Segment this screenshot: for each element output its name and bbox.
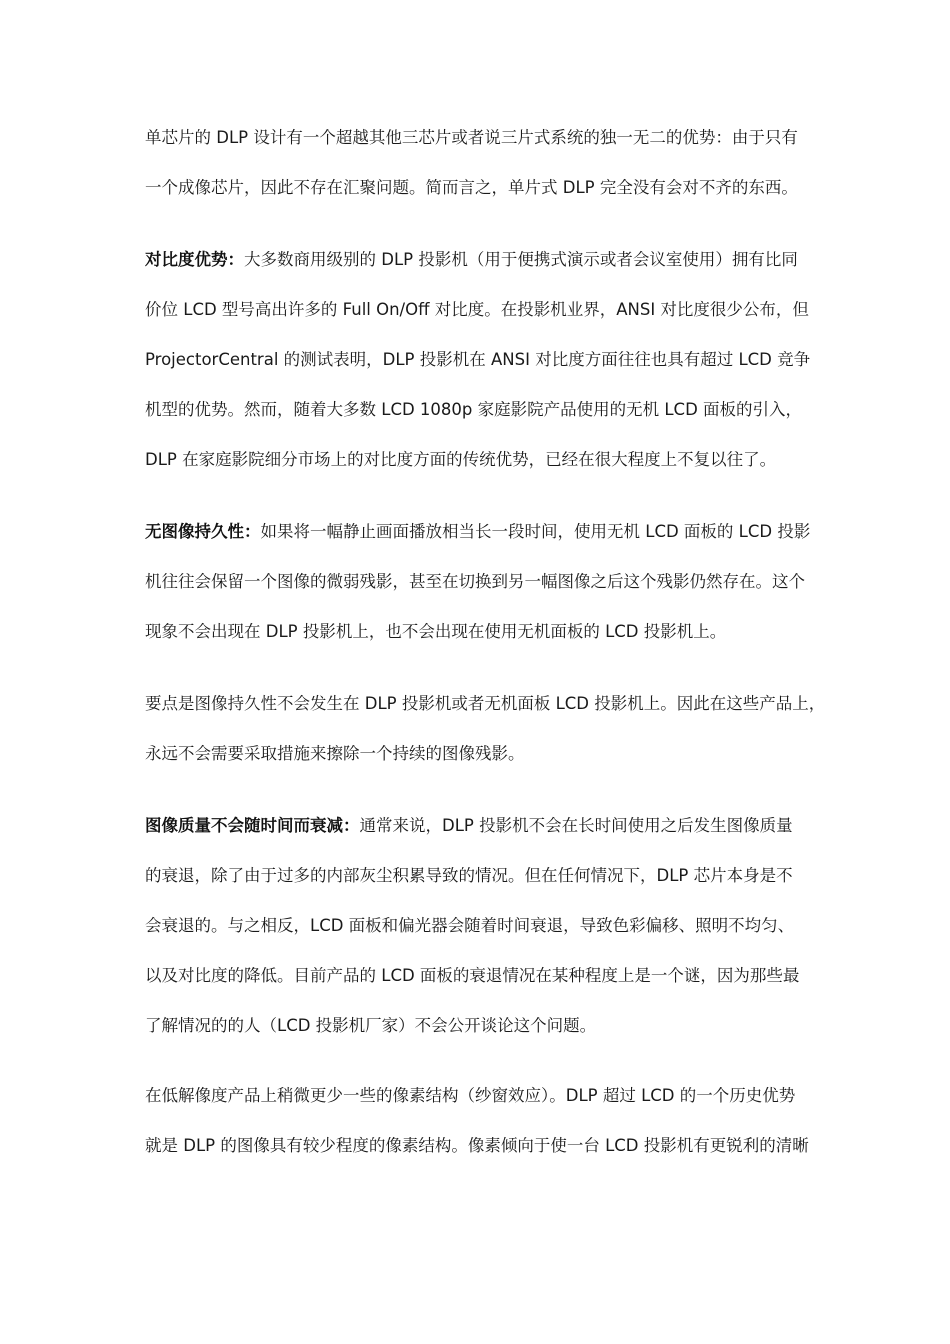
paragraph-line bbox=[145, 620, 825, 644]
body-text: 就是 DLP 的图像具有较少程度的像素结构。像素倾向于使一台 LCD 投影机有更锐利的清晰 bbox=[145, 1136, 809, 1155]
body-text: 了解情况的的人（LCD 投影机厂家）不会公开谈论这个问题。 bbox=[145, 1016, 597, 1035]
body-text: 要点是图像持久性不会发生在 DLP 投影机或者无机面板 LCD 投影机上。因此在这些产品上， bbox=[145, 694, 825, 713]
paragraph-line bbox=[145, 126, 825, 150]
paragraph-line bbox=[145, 348, 825, 372]
paragraph-line bbox=[145, 248, 825, 272]
body-text: 机往往会保留一个图像的微弱残影，甚至在切换到另一幅图像之后这个残影仍然存在。这个 bbox=[145, 572, 805, 591]
body-text: 机型的优势。然而，随着大多数 LCD 1080p 家庭影院产品使用的无机 LCD 面板的引入， bbox=[145, 400, 803, 419]
paragraph-line bbox=[145, 1134, 825, 1158]
paragraph-line bbox=[145, 398, 825, 422]
body-text: ProjectorCentral 的测试表明，DLP 投影机在 ANSI 对比度方面往往也具有超过 LCD 竞争 bbox=[145, 350, 811, 369]
paragraph-line bbox=[145, 1014, 825, 1038]
paragraph-line bbox=[145, 692, 825, 716]
body-text: 以及对比度的降低。目前产品的 LCD 面板的衰退情况在某种程度上是一个谜，因为那些最 bbox=[145, 966, 800, 985]
section-heading-no-image-persistence: 无图像持久性： bbox=[145, 522, 261, 541]
paragraph-line bbox=[145, 814, 825, 838]
body-text: 现象不会出现在 DLP 投影机上，也不会出现在使用无机面板的 LCD 投影机上。 bbox=[145, 622, 727, 641]
paragraph-line bbox=[145, 570, 825, 594]
body-text: 单芯片的 DLP 设计有一个超越其他三芯片或者说三片式系统的独一无二的优势：由于只有 bbox=[145, 128, 798, 147]
body-text: 一个成像芯片，因此不存在汇聚问题。简而言之，单片式 DLP 完全没有会对不齐的东西。 bbox=[145, 178, 798, 197]
body-text: 的衰退，除了由于过多的内部灰尘积累导致的情况。但在任何情况下，DLP 芯片本身是不 bbox=[145, 866, 793, 885]
body-text: 通常来说，DLP 投影机不会在长时间使用之后发生图像质量 bbox=[359, 816, 793, 835]
body-text: 价位 LCD 型号高出许多的 Full On/Off 对比度。在投影机业界，ANSI 对比度很少公布，但 bbox=[145, 300, 809, 319]
body-text: 如果将一幅静止画面播放相当长一段时间，使用无机 LCD 面板的 LCD 投影 bbox=[260, 522, 811, 541]
body-text: 会衰退的。与之相反，LCD 面板和偏光器会随着时间衰退，导致色彩偏移、照明不均匀、 bbox=[145, 916, 795, 935]
paragraph-line bbox=[145, 176, 825, 200]
body-text: 在低解像度产品上稍微更少一些的像素结构（纱窗效应）。DLP 超过 LCD 的一个历史优势 bbox=[145, 1086, 796, 1105]
paragraph-line bbox=[145, 520, 825, 544]
paragraph-line bbox=[145, 742, 825, 766]
paragraph-line bbox=[145, 914, 825, 938]
paragraph-line bbox=[145, 964, 825, 988]
body-text: 大多数商用级别的 DLP 投影机（用于便携式演示或者会议室使用）拥有比同 bbox=[244, 250, 798, 269]
paragraph-line bbox=[145, 298, 825, 322]
section-heading-contrast: 对比度优势： bbox=[145, 250, 244, 269]
paragraph-line bbox=[145, 864, 825, 888]
body-text: 永远不会需要采取措施来擦除一个持续的图像残影。 bbox=[145, 744, 525, 763]
body-text: DLP 在家庭影院细分市场上的对比度方面的传统优势，已经在很大程度上不复以往了。 bbox=[145, 450, 777, 469]
paragraph-line bbox=[145, 448, 825, 472]
section-heading-no-degradation: 图像质量不会随时间而衰减： bbox=[145, 816, 360, 835]
paragraph-line bbox=[145, 1084, 825, 1108]
